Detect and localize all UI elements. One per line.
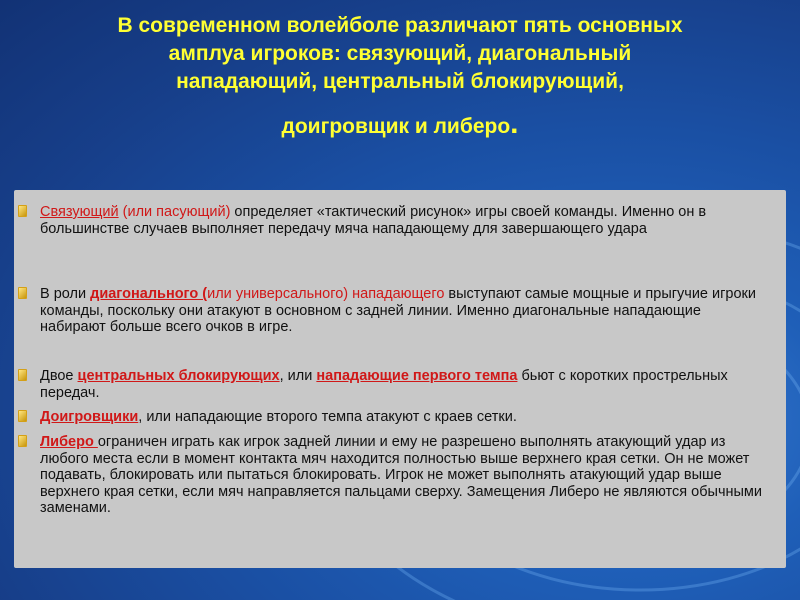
term-libero: Либеро <box>40 434 98 450</box>
term-quick-attacker: нападающие первого темпа <box>316 368 518 384</box>
bullet-square-icon <box>18 205 27 217</box>
list-item: Либеро ограничен играть как игрок задней линии и ему не разрешено выполнять атакующий удар из любого места если в момент контакта мяч находится полностью выше верхнего края сетки. Он не может подавать, блокировать или пытаться блокировать. Игрок не может выполнять атакующий удар выше верхнего края сетки, если мяч направляется пальцами сверху. Замещения Либеро не являются обычными заменами. <box>40 434 770 517</box>
term-middle-blocker: центральных блокирующих <box>77 368 280 384</box>
bullet-square-icon <box>18 369 27 381</box>
bullet-square-icon <box>18 410 27 422</box>
title-line-3: нападающий, центральный блокирующий, <box>176 70 624 93</box>
slide-title <box>40 12 760 141</box>
title-line-4: доигровщик и либеро. <box>281 107 519 140</box>
title-line-2: амплуа игроков: связующий, диагональный <box>168 42 632 65</box>
list-item: Связующий (или пасующий) определяет «тактический рисунок» игры своей команды. Именно он в большинстве случаев выполняет передачу мяча нападающему для завершающего удара <box>40 204 770 237</box>
list-item: В роли диагонального (или универсального) нападающего выступают самые мощные и прыгучие игроки команды, поскольку они атакуют в основном с задней линии. Именно диагональные нападающие набирают больше всего очков в игре. <box>40 286 770 336</box>
list-item: Двое центральных блокирующих, или нападающие первого темпа бьют с коротких прострельных передач. <box>40 368 770 401</box>
bullet-square-icon <box>18 287 27 299</box>
content-panel <box>14 190 786 568</box>
bullet-square-icon <box>18 435 27 447</box>
title-line-1: В современном волейболе различают пять основных <box>117 14 683 37</box>
term-outside-hitter: Доигровщики <box>40 409 139 425</box>
term-setter: Связующий <box>40 204 119 220</box>
list-item: Доигровщики, или нападающие второго темпа атакуют с краев сетки. <box>40 409 770 426</box>
term-opposite: диагонального ( <box>90 286 208 302</box>
